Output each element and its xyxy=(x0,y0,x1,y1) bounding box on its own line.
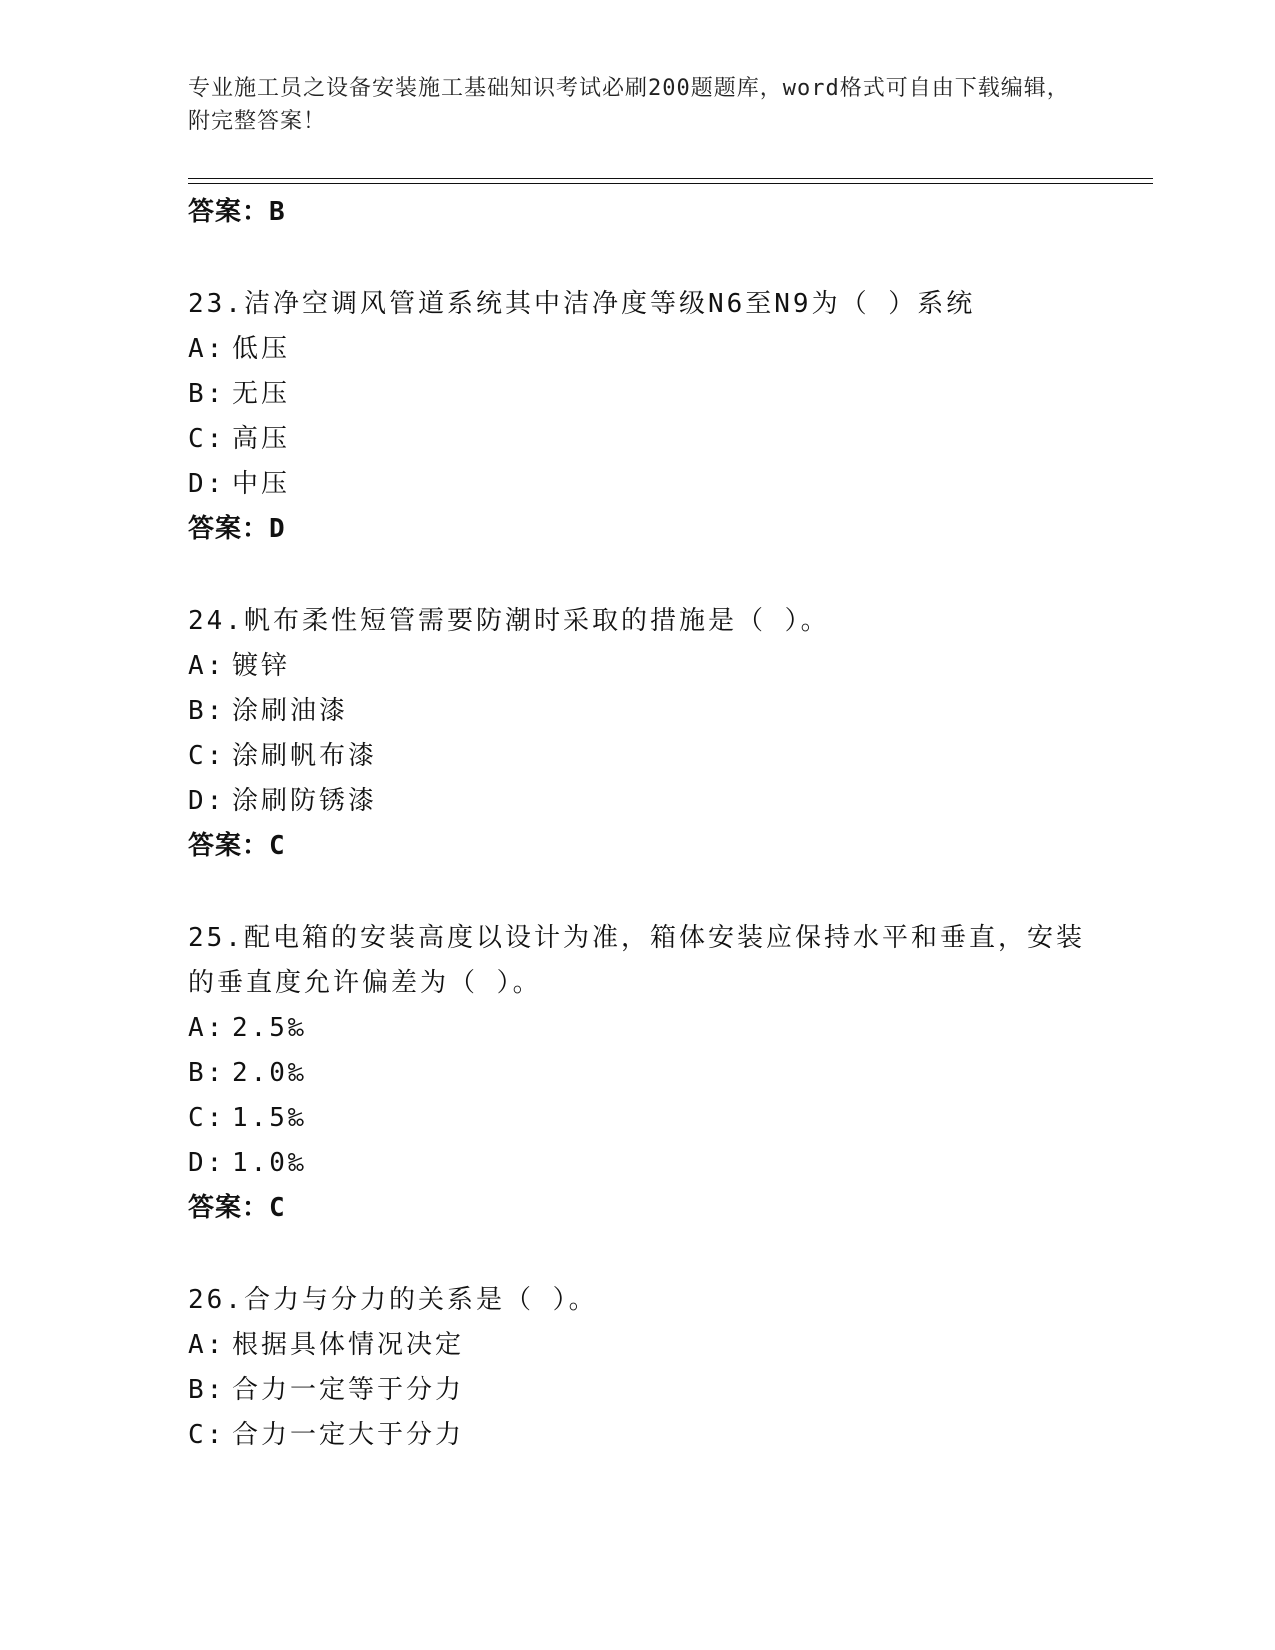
option-text: 根据具体情况决定 xyxy=(232,1330,465,1360)
option-d xyxy=(188,462,1088,507)
option-label: A: xyxy=(188,651,226,681)
option-c xyxy=(188,734,1088,779)
option-text: 合力一定大于分力 xyxy=(232,1420,465,1450)
option-label: B: xyxy=(188,1058,226,1088)
question-text: 23.洁净空调风管道系统其中洁净度等级N6至N9为（ ）系统 xyxy=(188,289,976,319)
page-header: 专业施工员之设备安装施工基础知识考试必刷200题题库，word格式可自由下载编辑，附完整答案！ xyxy=(188,76,1070,134)
option-b xyxy=(188,689,1088,734)
spacer xyxy=(188,868,1088,916)
option-label: D: xyxy=(188,1148,226,1178)
spacer xyxy=(188,234,1088,282)
option-c xyxy=(188,417,1088,462)
option-text: 涂刷油漆 xyxy=(232,696,349,726)
option-label: C: xyxy=(188,1420,226,1450)
option-label: B: xyxy=(188,379,226,409)
answer-line: 答案：D xyxy=(188,514,286,544)
question-text: 26.合力与分力的关系是（ ）。 xyxy=(188,1285,598,1315)
option-b xyxy=(188,1368,1088,1413)
option-label: C: xyxy=(188,424,226,454)
option-text: 合力一定等于分力 xyxy=(232,1375,465,1405)
option-d xyxy=(188,779,1088,824)
question-list xyxy=(188,190,1088,1458)
answer-line: 答案：B xyxy=(188,197,286,227)
option-c xyxy=(188,1096,1088,1141)
option-a xyxy=(188,327,1088,372)
option-d xyxy=(188,1141,1088,1186)
option-text: 2.0‰ xyxy=(232,1058,307,1088)
option-a xyxy=(188,644,1088,689)
header-rule-bottom xyxy=(188,183,1153,184)
answer-line: 答案：C xyxy=(188,831,286,861)
option-label: C: xyxy=(188,1103,226,1133)
header-rule-top xyxy=(188,178,1153,179)
option-text: 1.5‰ xyxy=(232,1103,307,1133)
answer-line: 答案：C xyxy=(188,1193,286,1223)
option-label: D: xyxy=(188,786,226,816)
option-b xyxy=(188,372,1088,417)
option-label: A: xyxy=(188,1013,226,1043)
option-c xyxy=(188,1413,1088,1458)
question-text: 24.帆布柔性短管需要防潮时采取的措施是（ ）。 xyxy=(188,606,830,636)
option-label: A: xyxy=(188,1330,226,1360)
option-label: A: xyxy=(188,334,226,364)
question-block xyxy=(188,282,1088,551)
option-text: 2.5‰ xyxy=(232,1013,307,1043)
option-label: B: xyxy=(188,1375,226,1405)
option-label: D: xyxy=(188,469,226,499)
option-b xyxy=(188,1051,1088,1096)
option-label: C: xyxy=(188,741,226,771)
question-block xyxy=(188,1278,1088,1458)
option-text: 涂刷帆布漆 xyxy=(232,741,378,771)
option-a xyxy=(188,1006,1088,1051)
option-text: 中压 xyxy=(232,469,291,499)
spacer xyxy=(188,1230,1088,1278)
question-text: 25.配电箱的安装高度以设计为准，箱体安装应保持水平和垂直，安装的垂直度允许偏差为（ ）。 xyxy=(188,923,1085,998)
option-text: 高压 xyxy=(232,424,291,454)
option-text: 1.0‰ xyxy=(232,1148,307,1178)
option-a xyxy=(188,1323,1088,1368)
spacer xyxy=(188,551,1088,599)
option-text: 镀锌 xyxy=(232,651,291,681)
option-text: 低压 xyxy=(232,334,291,364)
question-block xyxy=(188,916,1088,1230)
option-text: 涂刷防锈漆 xyxy=(232,786,378,816)
option-text: 无压 xyxy=(232,379,291,409)
option-label: B: xyxy=(188,696,226,726)
question-block xyxy=(188,599,1088,868)
